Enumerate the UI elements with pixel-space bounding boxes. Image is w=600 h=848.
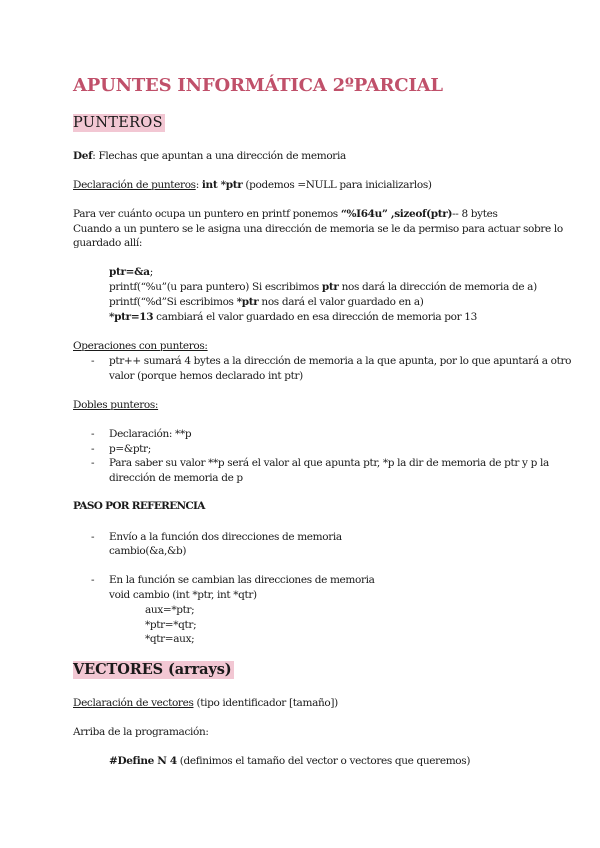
operations-item-1b: valor (porque hemos declarado int ptr) [109, 370, 303, 382]
double-item-3b: dirección de memoria de p [109, 472, 243, 484]
define-post: (definimos el tamaño del vector o vectores que queremos) [176, 755, 471, 767]
define-line [109, 754, 470, 768]
def-label: Def [73, 150, 93, 162]
bytes-post: -- 8 bytes [452, 208, 498, 220]
operations-item-1: ptr++ sumará 4 bytes a la dirección de memoria a la que apunta, por lo que apuntará a otro [109, 355, 572, 367]
bullet: - [91, 443, 95, 455]
definition-line [73, 149, 346, 163]
section-heading-punteros: PUNTEROS [73, 115, 163, 131]
printf-d-post: nos dará el valor guardado en a) [258, 296, 424, 308]
code-line-ptr-a [109, 265, 153, 279]
printf-u-pre: printf(“%u”(u para puntero) Si escribimos [109, 281, 322, 293]
section-heading-paso-referencia: PASO POR REFERENCIA [73, 500, 205, 512]
vectores-declaration-rest: (tipo identificador [tamaño]) [193, 697, 338, 709]
double-item-3: Para saber su valor **p será el valor al que apunta ptr, *p la dir de memoria de ptr y p la [109, 457, 549, 469]
vectores-declaration-label: Declaración de vectores [73, 697, 194, 709]
declaration-code: int *ptr [201, 179, 243, 191]
bullet: - [91, 531, 95, 543]
printf-d-code: *ptr [236, 296, 259, 308]
paso-code-3: *qtr=aux; [145, 633, 195, 645]
printf-u-post: nos dará la dirección de memoria de a) [338, 281, 537, 293]
declaration-rest: (podemos =NULL para inicializarlos) [242, 179, 432, 191]
def-text: : Flechas que apuntan a una dirección de memoria [92, 150, 346, 162]
assign-line-2: guardado allí: [73, 237, 143, 249]
bytes-line [73, 207, 498, 221]
code-ptr-a: ptr=&a [109, 266, 150, 278]
bullet: - [91, 574, 95, 586]
vectores-declaration-line [73, 696, 338, 710]
ptr-13-post: cambiará el valor guardado en esa dirección de memoria por 13 [153, 311, 477, 323]
operations-label: Operaciones con punteros: [73, 340, 208, 352]
define-code: #Define N 4 [109, 755, 177, 767]
arriba-line: Arriba de la programación: [73, 726, 209, 738]
bullet: - [91, 457, 95, 469]
bytes-pre: Para ver cuánto ocupa un puntero en printf ponemos [73, 208, 341, 220]
declaration-label: Declaración de punteros [73, 179, 196, 191]
document-title: APUNTES INFORMÁTICA 2ºPARCIAL [73, 75, 443, 96]
assign-line-1: Cuando a un puntero se le asigna una dirección de memoria se le da permiso para actuar sobre lo [73, 223, 563, 235]
ptr-13-code: *ptr=13 [109, 311, 154, 323]
double-item-2: p=&ptr; [109, 443, 151, 455]
paso-item-1b: cambio(&a,&b) [109, 545, 187, 557]
printf-d-pre: printf(“%d”Si escribimos [109, 296, 237, 308]
double-pointers-label: Dobles punteros: [73, 399, 159, 411]
bytes-code: “%I64u” ,sizeof(ptr) [340, 208, 453, 220]
paso-item-2b: void cambio (int *ptr, int *qtr) [109, 589, 257, 601]
declaration-colon: : [195, 179, 202, 191]
printf-u-line [109, 280, 537, 294]
code-ptr-a-post: ; [149, 266, 153, 278]
bullet: - [91, 355, 95, 367]
ptr-13-line [109, 310, 477, 324]
printf-d-line [109, 295, 424, 309]
double-item-1: Declaración: **p [109, 428, 192, 440]
paso-code-2: *ptr=*qtr; [145, 619, 197, 631]
declaration-line [73, 178, 432, 192]
section-heading-vectores: VECTORES (arrays) [73, 661, 232, 678]
paso-item-2: En la función se cambian las direcciones de memoria [109, 574, 375, 586]
printf-u-code: ptr [321, 281, 339, 293]
paso-code-1: aux=*ptr; [145, 604, 195, 616]
bullet: - [91, 428, 95, 440]
paso-item-1: Envío a la función dos direcciones de memoria [109, 531, 342, 543]
